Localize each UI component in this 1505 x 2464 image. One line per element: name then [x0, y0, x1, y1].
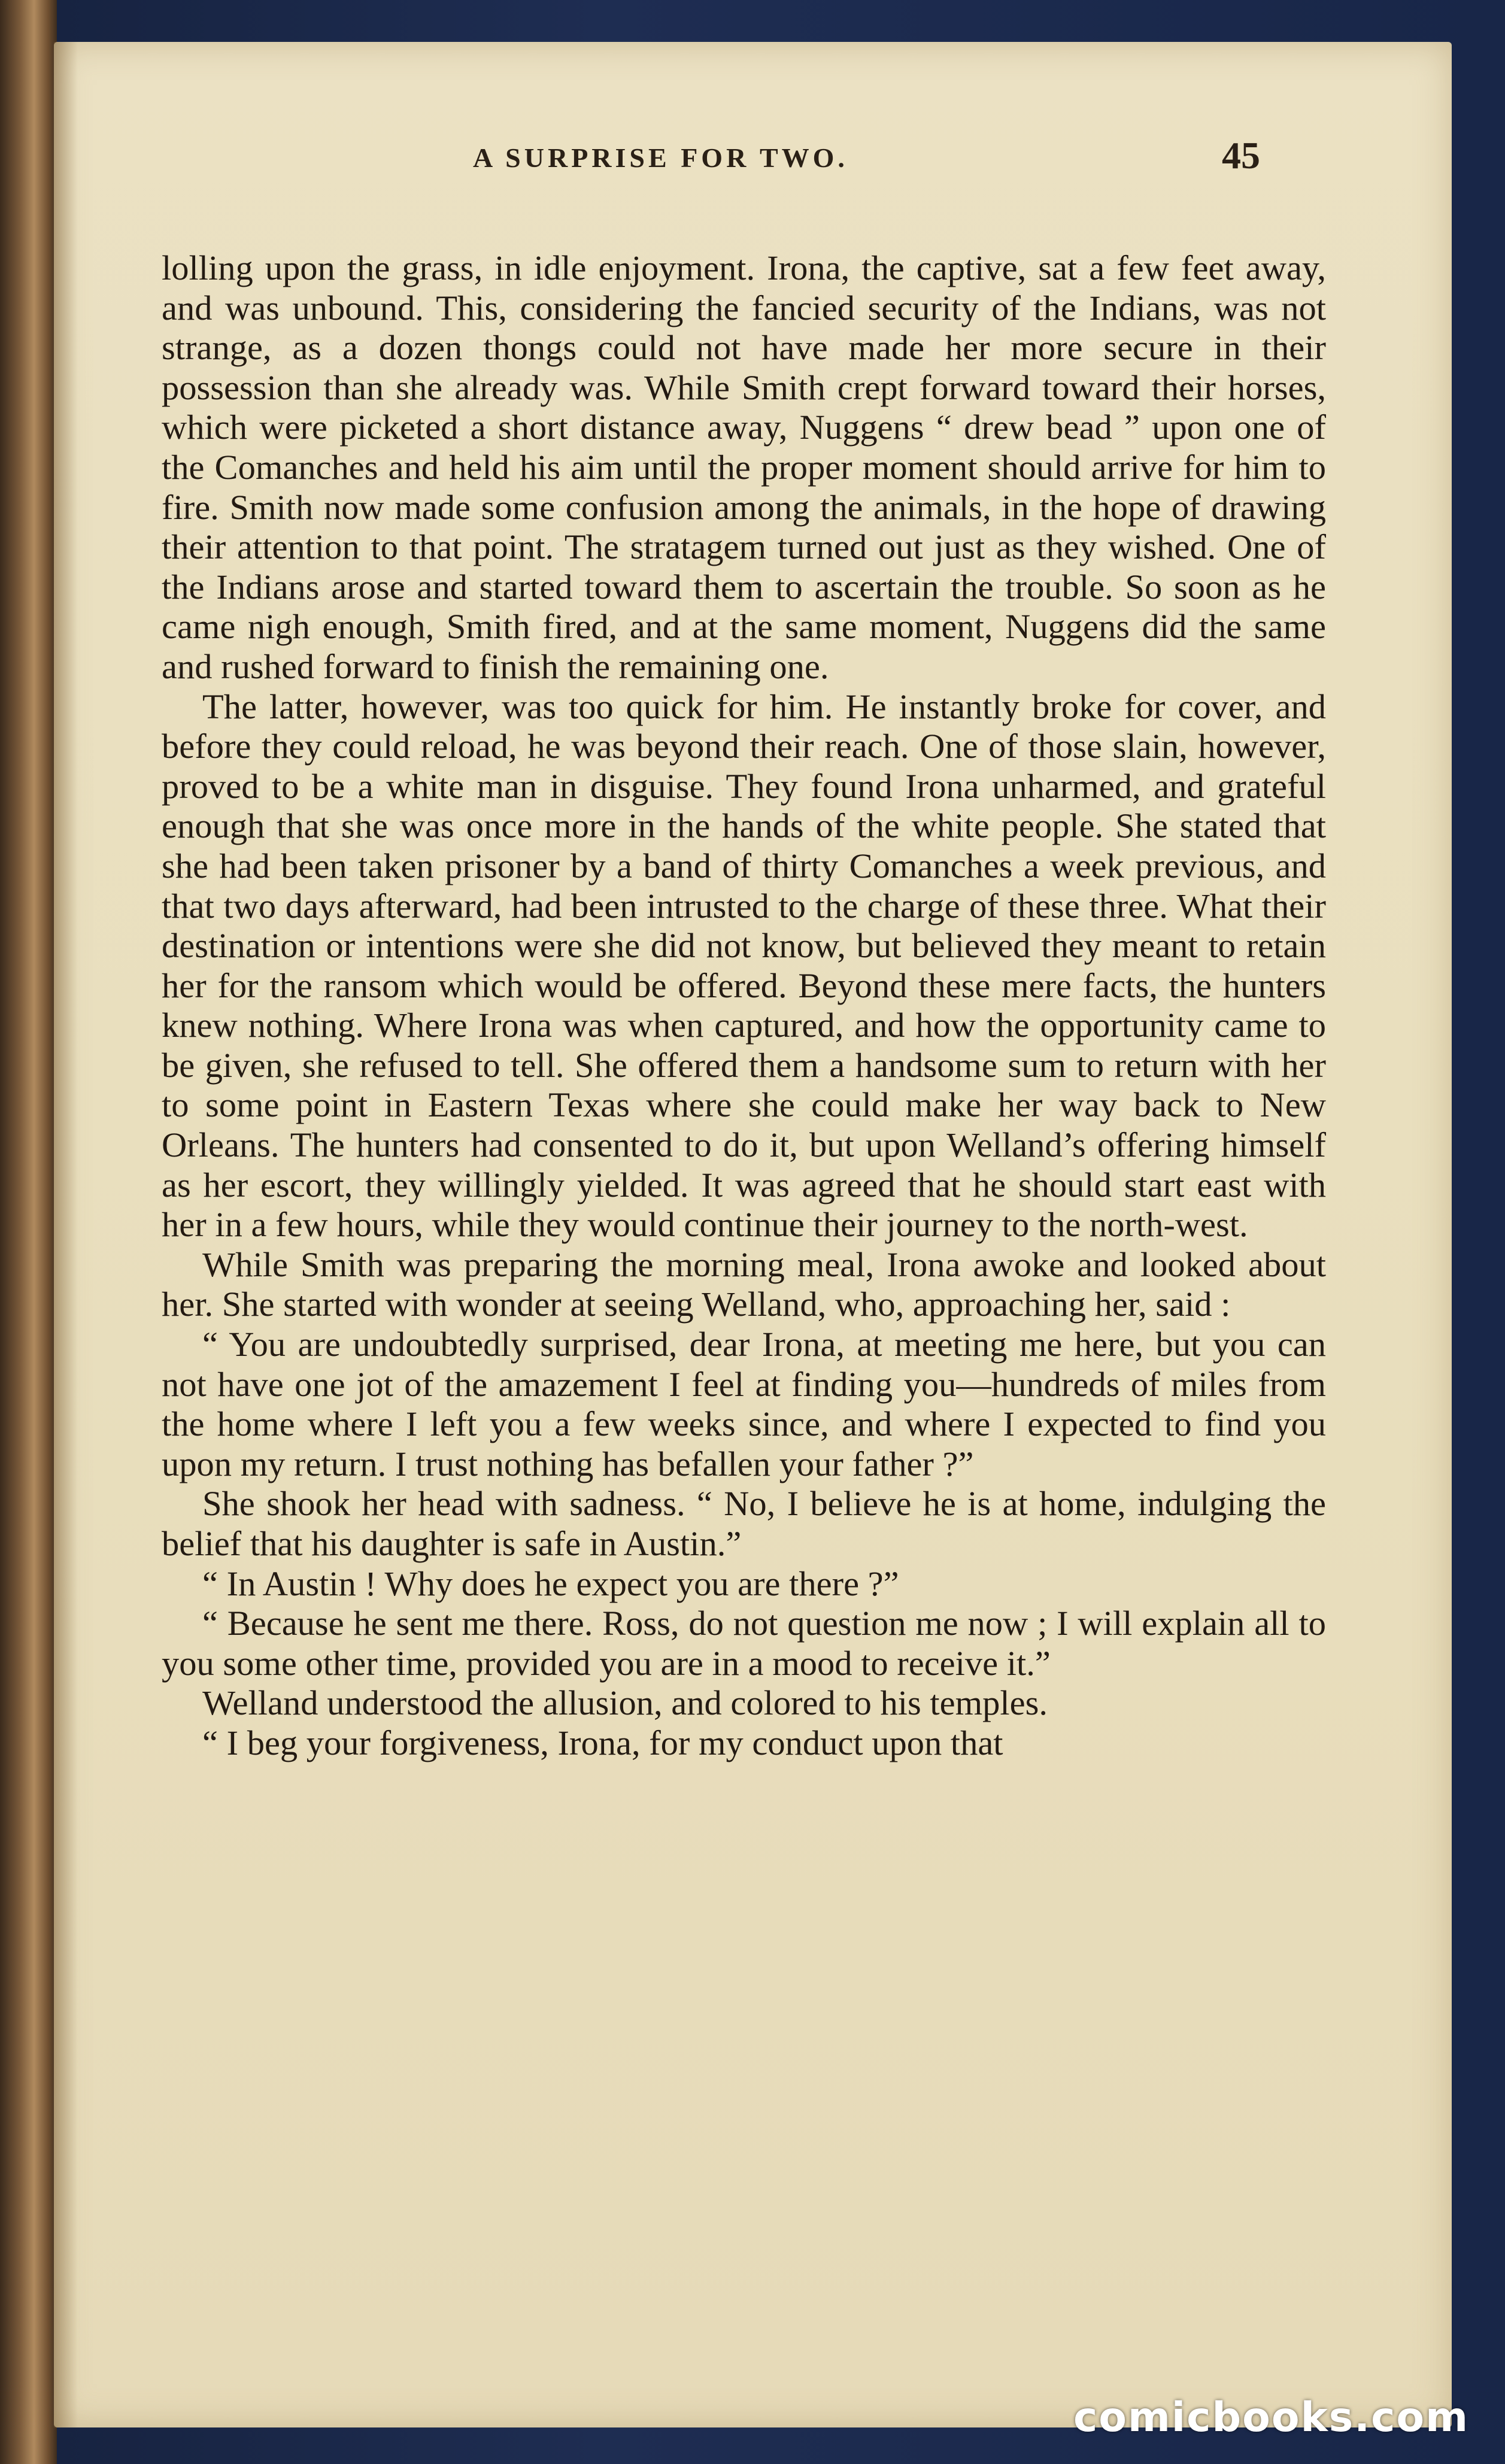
- running-head: A SURPRISE FOR TWO.: [473, 142, 848, 173]
- paragraph: “ In Austin ! Why does he expect you are there ?”: [202, 1564, 899, 1603]
- page-gutter-shadow: [54, 42, 78, 2427]
- book-binding: [0, 0, 57, 2464]
- page-header: [473, 129, 1260, 195]
- page-number: 45: [1222, 134, 1260, 177]
- paragraph: lolling upon the grass, in idle enjoyment. Irona, the captive, sat a few feet away, and was unbound. This, considering the fancied security of the Indians, was not strange, as a dozen thongs could not have made her more secure in their possession than she already was. While Smith crept forward toward their horses, which were picketed a short distance away, Nuggens “ drew bead ” upon one of the Comanches and held his aim until the proper moment should arrive for him to fire. Smith now made some confusion among the animals, in the hope of drawing their attention to that point. The stratagem turned out just as they wished. One of the Indians arose and started toward them to ascertain the trouble. So soon as he came nigh enough, Smith fired, and at the same moment, Nuggens did the same and rushed forward to finish the remaining one.: [162, 248, 1326, 686]
- body-text: [162, 248, 1326, 1764]
- paragraph: The latter, however, was too quick for him. He instantly broke for cover, and before they could reload, he was beyond their reach. One of those slain, however, proved to be a white man in disguise. They found Irona unharmed, and grateful enough that she was once more in the hands of the white people. She stated that she had been taken prisoner by a band of thirty Comanches a week previous, and that two days afterward, had been intrusted to the charge of these three. What their destination or intentions were she did not know, but believed they meant to retain her for the ransom which would be offered. Beyond these mere facts, the hunters knew nothing. Where Irona was when captured, and how the opportunity came to be given, she refused to tell. She offered them a handsome sum to return with her to some point in Eastern Texas where she could make her way back to New Orleans. The hunters had consented to do it, but upon Welland’s offering himself as her escort, they willingly yielded. It was agreed that he should start east with her in a few hours, while they would continue their journey to the north-west.: [162, 687, 1326, 1245]
- paragraph: While Smith was preparing the morning meal, Irona awoke and looked about her. She started with wonder at seeing Welland, who, approaching her, said :: [162, 1245, 1326, 1324]
- paragraph: “ I beg your forgiveness, Irona, for my conduct upon that: [202, 1723, 1003, 1762]
- paragraph: “ Because he sent me there. Ross, do not question me now ; I will explain all to you some other time, provided you are in a mood to receive it.”: [162, 1604, 1326, 1683]
- paragraph: Welland understood the allusion, and colored to his temples.: [202, 1683, 1048, 1723]
- site-watermark: comicbooks.com: [1073, 2394, 1469, 2441]
- paragraph: “ You are undoubtedly surprised, dear Irona, at meeting me here, but you can not have one jot of the amazement I feel at finding you—hundreds of miles from the home where I left you a few weeks since, and where I expected to find you upon my return. I trust nothing has befallen your father ?”: [162, 1325, 1326, 1483]
- paragraph: She shook her head with sadness. “ No, I believe he is at home, indulging the belief that his daughter is safe in Austin.”: [162, 1484, 1326, 1563]
